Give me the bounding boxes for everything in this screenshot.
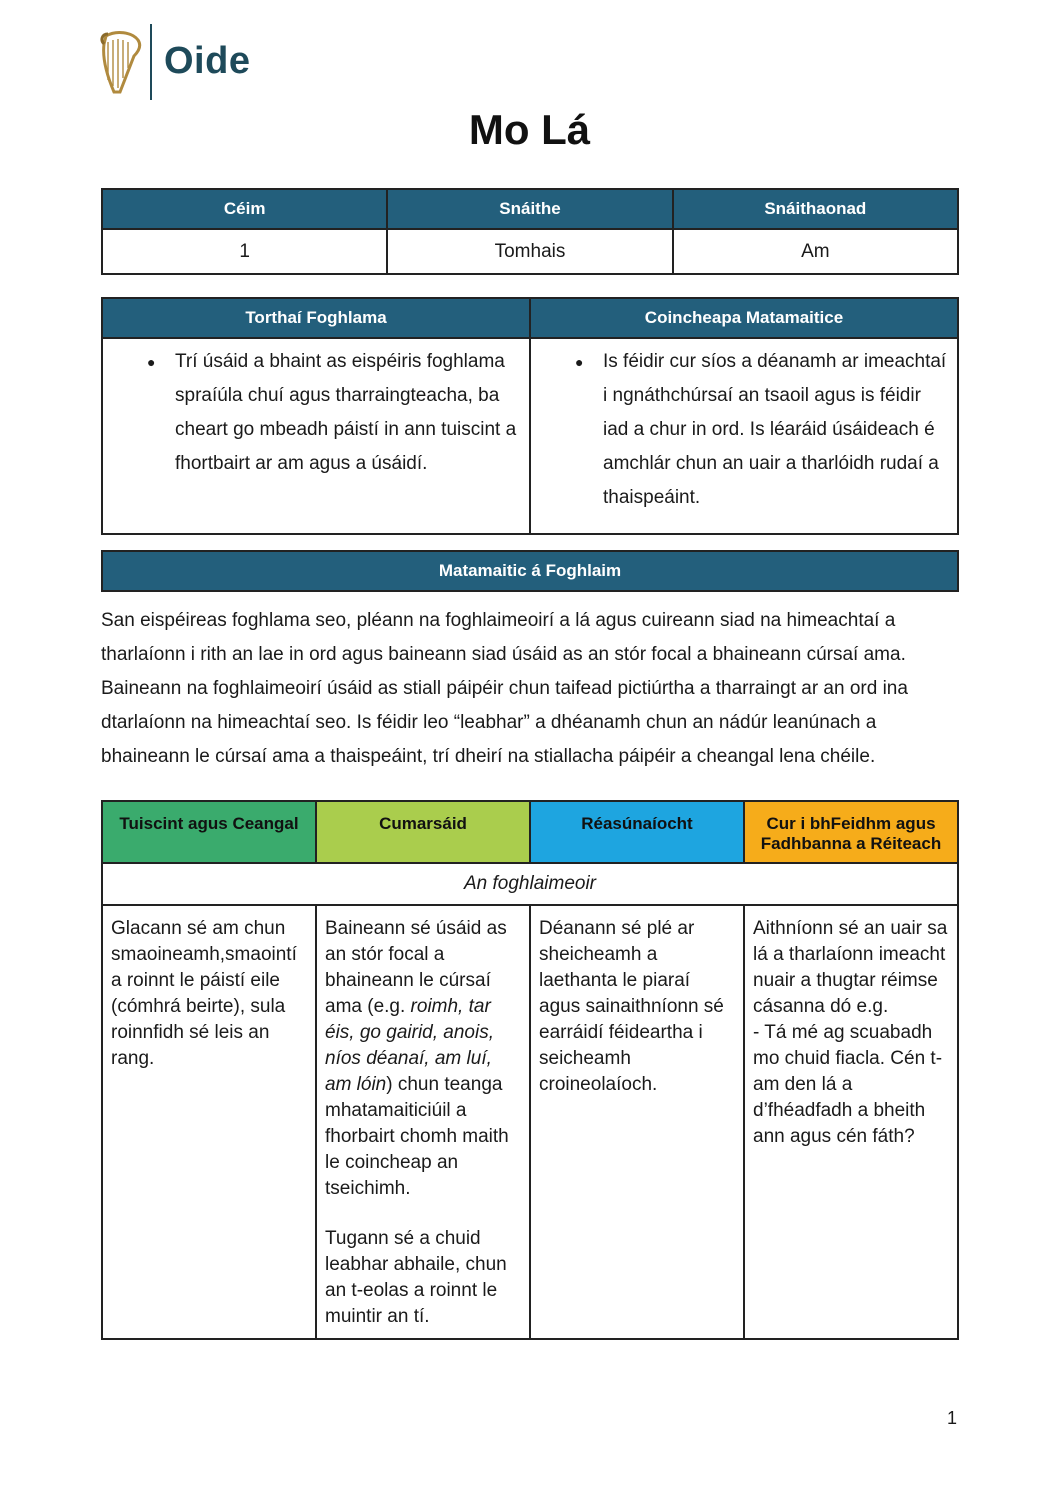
strand-text-communication-c: ) chun teanga mhatamaiticiúil a fhorbairt chomh maith le coincheap an tseichimh.: [325, 1074, 509, 1199]
outcome-item: ● Trí úsáid a bhaint as eispéiris foghlama spraíúla chuí agus tharraingteacha, ba cheart go mbeadh páistí in ann tuiscint a fhortbairt ar am agus a úsáidí.: [111, 345, 519, 481]
meta-value-ceim: 1: [102, 229, 387, 274]
strand-header-communication: Cumarsáid: [316, 801, 530, 863]
oide-logo: [98, 24, 278, 102]
harp-icon: [98, 30, 142, 96]
strand-header-applying: Cur i bhFeidhm agus Fadhbanna a Réiteach: [744, 801, 958, 863]
strand-header-understanding: Tuiscint agus Ceangal: [102, 801, 316, 863]
learning-header-table: [101, 550, 959, 592]
meta-header-snaithaonad: Snáithaonad: [673, 189, 958, 229]
outcomes-table: [101, 297, 959, 535]
strand-text-communication-d: Tugann sé a chuid leabhar abhaile, chun an t-eolas a roinnt le muintir an tí.: [325, 1228, 507, 1327]
brand-name: Oide: [164, 40, 251, 82]
strand-cell-communication: [316, 905, 530, 1339]
learning-header: Matamaitic á Foghlaim: [102, 551, 958, 591]
strand-text-communication-examples: roimh, tar éis, go gairid, anois, níos déanaí, am luí, am lóin: [325, 996, 494, 1095]
page-number: 1: [946, 1408, 957, 1428]
outcomes-header: Torthaí Foghlama: [102, 298, 530, 338]
meta-header-snaithe: Snáithe: [387, 189, 672, 229]
concepts-header: Coincheapa Matamaitice: [530, 298, 958, 338]
strand-cell-understanding: [102, 905, 316, 1339]
strand-header-reasoning: Réasúnaíocht: [530, 801, 744, 863]
concept-item: ● Is féidir cur síos a déanamh ar imeachtaí i ngnáthchúrsaí an tsaoil agus is féidir iad a chur in ord. Is léaráid úsáideach é amchlár chun an uair a tharlóidh rudaí a thaispeáint.: [539, 345, 947, 515]
concepts-cell: [530, 338, 958, 534]
outcomes-cell: [102, 338, 530, 534]
meta-value-snaithaonad: Am: [673, 229, 958, 274]
meta-header-ceim: Céim: [102, 189, 387, 229]
strand-text-understanding: Glacann sé am chun smaoineamh,smaointí a roinnt le páistí eile (cómhrá beirte), sula roinnfidh sé leis an rang.: [111, 918, 297, 1069]
strand-cell-reasoning: [530, 905, 744, 1339]
page-title: Mo Lá: [468, 106, 591, 153]
strand-text-communication-a: Baineann sé úsáid as an stór focal a bhaineann le cúrsaí ama (e.g.: [325, 918, 507, 1017]
learning-paragraph: San eispéireas foghlama seo, pléann na foghlaimeoirí a lá agus cuireann siad na himeachtaí a tharlaíonn i rith an lae in ord agus baineann siad úsáid as an stór focal a bhaineann cúrsaí ama. Baineann na foghlaimeoirí úsáid as stiall páipéir chun taifead pictiúrtha a tharraingt ar an ord ina dtarlaíonn na himeachtaí seo. Is féidir leo “leabhar” a dhéanamh chun an nádúr leanúnach a bhaineann le cúrsaí ama a thaispeáint, trí dheirí na stiallacha páipéir a cheangal lena chéile.: [101, 610, 908, 767]
strand-text-reasoning: Déanann sé plé ar sheicheamh a laethanta le piaraí agus sainaithníonn sé earráidí féideartha i seicheamh croineolaíoch.: [539, 918, 724, 1095]
strand-text-applying-b: - Tá mé ag scuabadh mo chuid fiacla. Cén t-am den lá a d’fhéadfadh a bheith ann agus cén fáth?: [753, 1022, 943, 1147]
logo-divider: [150, 24, 152, 100]
learner-label: An foghlaimeoir: [102, 863, 958, 905]
strands-table: [101, 800, 959, 1340]
meta-table: [101, 188, 959, 275]
meta-value-snaithe: Tomhais: [387, 229, 672, 274]
strand-cell-applying: [744, 905, 958, 1339]
strand-text-applying-a: Aithníonn sé an uair sa lá a tharlaíonn imeacht nuair a thugtar réimse cásanna dó e.g.: [753, 918, 948, 1017]
